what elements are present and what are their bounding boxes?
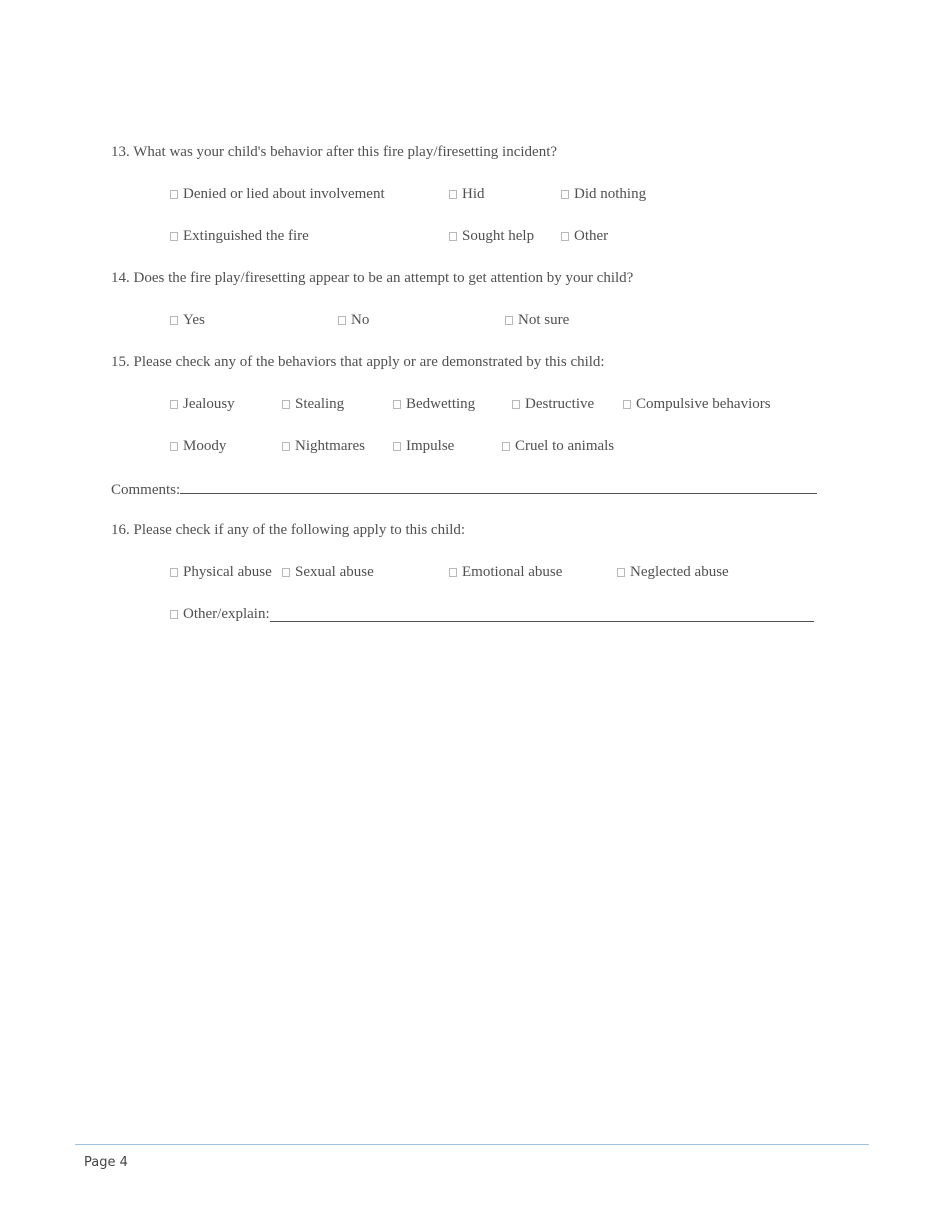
checkbox-other[interactable] bbox=[561, 227, 608, 245]
option-label: Physical abuse bbox=[183, 564, 272, 580]
checkbox-icon[interactable] bbox=[449, 568, 457, 577]
checkbox-cruel-to-animals[interactable] bbox=[502, 437, 614, 455]
checkbox-icon[interactable] bbox=[170, 316, 178, 325]
option-label: Impulse bbox=[406, 438, 455, 454]
option-label: Jealousy bbox=[183, 396, 235, 412]
checkbox-icon[interactable] bbox=[170, 442, 178, 451]
checkbox-physical-abuse[interactable] bbox=[170, 563, 272, 581]
option-label: Yes bbox=[183, 312, 205, 328]
checkbox-icon[interactable] bbox=[282, 568, 290, 577]
checkbox-no[interactable] bbox=[338, 311, 369, 329]
comments-label: Comments: bbox=[111, 482, 181, 498]
checkbox-icon[interactable] bbox=[449, 232, 457, 241]
option-label: Sought help bbox=[462, 228, 535, 244]
checkbox-icon[interactable] bbox=[617, 568, 625, 577]
checkbox-icon[interactable] bbox=[393, 442, 401, 451]
checkbox-bedwetting[interactable] bbox=[393, 395, 475, 413]
question-16-text: 16. Please check if any of the following apply to this child: bbox=[111, 522, 466, 538]
checkbox-sexual-abuse[interactable] bbox=[282, 563, 374, 581]
option-label: Denied or lied about involvement bbox=[183, 186, 385, 202]
option-label: Destructive bbox=[525, 396, 595, 412]
checkbox-sought-help[interactable] bbox=[449, 227, 534, 245]
page-number: Page 4 bbox=[84, 1155, 128, 1170]
checkbox-denied-or-lied[interactable] bbox=[170, 185, 385, 203]
checkbox-neglected-abuse[interactable] bbox=[617, 563, 729, 581]
option-label: Did nothing bbox=[574, 186, 647, 202]
checkbox-jealousy[interactable] bbox=[170, 395, 235, 413]
option-label: No bbox=[351, 312, 370, 328]
checkbox-icon[interactable] bbox=[282, 400, 290, 409]
question-15-text: 15. Please check any of the behaviors that apply or are demonstrated by this child: bbox=[111, 354, 605, 370]
checkbox-stealing[interactable] bbox=[282, 395, 344, 413]
checkbox-icon[interactable] bbox=[170, 232, 178, 241]
option-label: Moody bbox=[183, 438, 227, 454]
option-label: Stealing bbox=[295, 396, 345, 412]
checkbox-not-sure[interactable] bbox=[505, 311, 569, 329]
checkbox-did-nothing[interactable] bbox=[561, 185, 646, 203]
checkbox-icon[interactable] bbox=[170, 568, 178, 577]
option-label: Not sure bbox=[518, 312, 570, 328]
checkbox-icon[interactable] bbox=[170, 400, 178, 409]
checkbox-yes[interactable] bbox=[170, 311, 205, 329]
checkbox-impulse[interactable] bbox=[393, 437, 454, 455]
option-label: Compulsive behaviors bbox=[636, 396, 771, 412]
other-explain-label: Other/explain: bbox=[183, 606, 270, 622]
option-label: Bedwetting bbox=[406, 396, 476, 412]
option-label: Sexual abuse bbox=[295, 564, 374, 580]
option-label: Cruel to animals bbox=[515, 438, 615, 454]
checkbox-icon[interactable] bbox=[502, 442, 510, 451]
checkbox-icon[interactable] bbox=[170, 190, 178, 199]
option-label: Other bbox=[574, 228, 609, 244]
checkbox-icon[interactable] bbox=[505, 316, 513, 325]
other-explain-row bbox=[170, 605, 814, 623]
checkbox-hid[interactable] bbox=[449, 185, 485, 203]
checkbox-extinguished-fire[interactable] bbox=[170, 227, 309, 245]
checkbox-icon[interactable] bbox=[393, 400, 401, 409]
checkbox-icon[interactable] bbox=[338, 316, 346, 325]
checkbox-destructive[interactable] bbox=[512, 395, 594, 413]
option-label: Nightmares bbox=[295, 438, 365, 454]
checkbox-nightmares[interactable] bbox=[282, 437, 365, 455]
comments-row bbox=[111, 479, 817, 499]
checkbox-compulsive-behaviors[interactable] bbox=[623, 395, 771, 413]
checkbox-icon[interactable] bbox=[623, 400, 631, 409]
checkbox-moody[interactable] bbox=[170, 437, 226, 455]
question-14-text: 14. Does the fire play/firesetting appear to be an attempt to get attention by your child? bbox=[111, 270, 634, 286]
comments-field[interactable] bbox=[180, 479, 817, 494]
other-explain-field[interactable] bbox=[270, 607, 814, 622]
checkbox-emotional-abuse[interactable] bbox=[449, 563, 562, 581]
checkbox-icon[interactable] bbox=[449, 190, 457, 199]
option-label: Emotional abuse bbox=[462, 564, 563, 580]
option-label: Neglected abuse bbox=[630, 564, 729, 580]
question-13-text: 13. What was your child's behavior after this fire play/firesetting incident? bbox=[111, 144, 558, 160]
option-label: Hid bbox=[462, 186, 485, 202]
checkbox-icon[interactable] bbox=[512, 400, 520, 409]
footer-divider bbox=[75, 1144, 869, 1145]
checkbox-icon[interactable] bbox=[561, 190, 569, 199]
option-label: Extinguished the fire bbox=[183, 228, 309, 244]
checkbox-icon[interactable] bbox=[170, 610, 178, 619]
checkbox-icon[interactable] bbox=[282, 442, 290, 451]
checkbox-icon[interactable] bbox=[561, 232, 569, 241]
